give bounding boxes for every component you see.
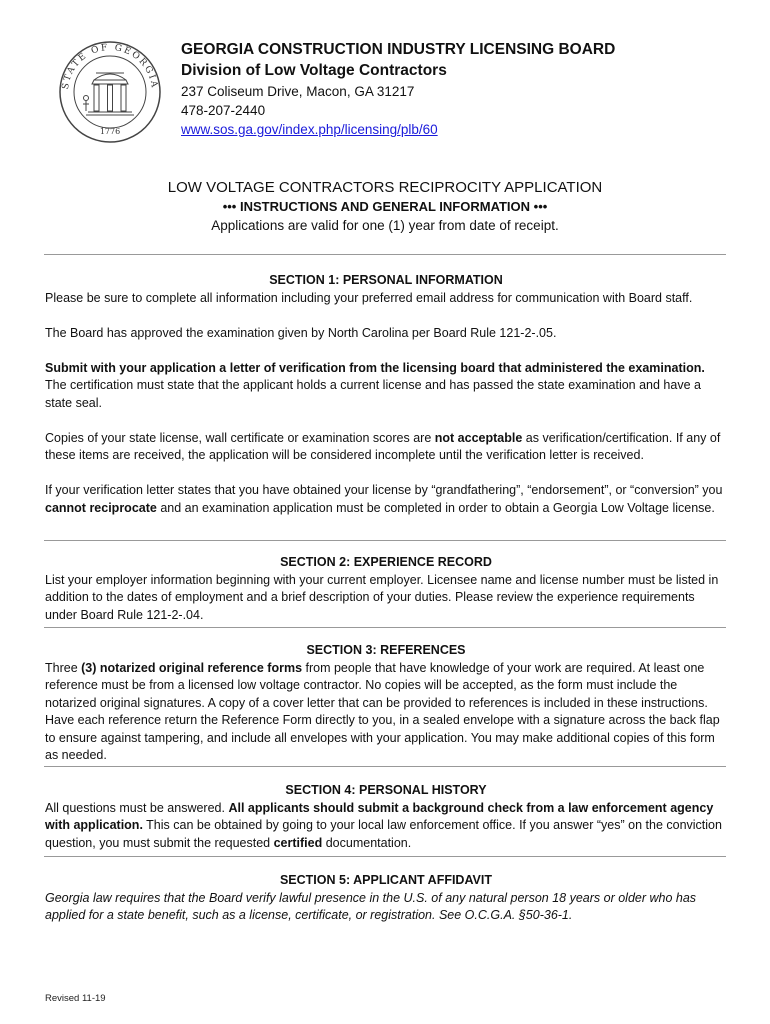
- divider: [44, 254, 726, 255]
- section-1-paragraph: The Board has approved the examination given by North Carolina per Board Rule 121-2-.05.: [45, 325, 557, 340]
- section-5-heading: SECTION 5: APPLICANT AFFIDAVIT: [279, 873, 493, 887]
- divider: [44, 856, 726, 857]
- board-name: GEORGIA CONSTRUCTION INDUSTRY LICENSING BOARD: [181, 41, 616, 58]
- section-4-heading: SECTION 4: PERSONAL HISTORY: [285, 783, 487, 797]
- section-5-paragraph: Georgia law requires that the Board verify lawful presence in the U.S. of any natural person 18 years or older who has applied for a state benefit, such as a license, certificate, or registration. See O.C.G.A. §50-36-1.: [45, 890, 697, 922]
- section-3: [45, 642, 727, 765]
- svg-text:1776: 1776: [99, 127, 121, 136]
- section-1-paragraph: Submit with your application a letter of verification from the licensing board that administered the examination. The certification must state that the applicant holds a current license and has passed the state examination and have a state seal.: [45, 360, 705, 410]
- application-title-block: [0, 178, 770, 236]
- section-1-paragraph: If your verification letter states that you have obtained your license by “grandfathering”, “endorsement”, or “conversion” you cannot reciprocate and an examination application must be completed in order to obtain a Georgia Low Voltage license.: [45, 483, 723, 515]
- section-4-paragraph: All questions must be answered. All applicants should submit a background check from a law enforcement agency with application. This can be obtained by going to your local law enforcement office. If you answer “yes” on the conviction question, you must submit the requested certified documentation.: [45, 800, 722, 850]
- section-1-paragraph: Please be sure to complete all information including your preferred email address for communication with Board staff.: [45, 290, 693, 305]
- section-2: [45, 554, 727, 624]
- section-1-heading: SECTION 1: PERSONAL INFORMATION: [269, 273, 503, 287]
- divider: [44, 766, 726, 767]
- section-2-paragraph: List your employer information beginning with your current employer. Licensee name and license number must be listed in addition to the dates of employment and a brief description of your duties. Please review the experience requirements under Board Rule 121-2-.04.: [45, 572, 719, 622]
- division-name: Division of Low Voltage Contractors: [181, 62, 447, 79]
- svg-text:STATE OF GEORGIA: STATE OF GEORGIA: [60, 42, 160, 91]
- section-5: [45, 872, 727, 925]
- divider: [44, 540, 726, 541]
- instructions-body: [45, 272, 727, 517]
- validity-note: Applications are valid for one (1) year from date of receipt.: [211, 218, 559, 233]
- instructions-heading: ••• INSTRUCTIONS AND GENERAL INFORMATION •••: [222, 199, 548, 214]
- section-2-heading: SECTION 2: EXPERIENCE RECORD: [280, 555, 492, 569]
- section-1-paragraph: Copies of your state license, wall certificate or examination scores are not acceptable as verification/certification. If any of these items are received, the application will be considered incomplete until the verification letter is received.: [45, 430, 721, 462]
- seal-icon: [58, 40, 162, 144]
- section-3-paragraph: Three (3) notarized original reference forms from people that have knowledge of your work are required. At least one reference must be from a licensed low voltage contractor. No copies will be accepted, as the form must include the notarized original signatures. A copy of a cover letter that can be provided to references is included in these instructions. Have each reference return the Reference Form directly to you, in a sealed envelope with a signature across the back flap to ensure against tampering, and include all envelopes with your application. You may make additional copies of this form as needed.: [45, 660, 720, 762]
- revision-date: Revised 11-19: [45, 993, 106, 1004]
- divider: [44, 627, 726, 628]
- section-4: [45, 782, 727, 852]
- georgia-state-seal: [58, 40, 162, 144]
- section-3-heading: SECTION 3: REFERENCES: [306, 643, 466, 657]
- application-title: LOW VOLTAGE CONTRACTORS RECIPROCITY APPLICATION: [167, 179, 603, 196]
- phone-number: 478-207-2440: [181, 103, 266, 118]
- website-link[interactable]: www.sos.ga.gov/index.php/licensing/plb/60: [181, 122, 438, 137]
- address: 237 Coliseum Drive, Macon, GA 31217: [181, 84, 415, 99]
- letterhead: [181, 40, 741, 139]
